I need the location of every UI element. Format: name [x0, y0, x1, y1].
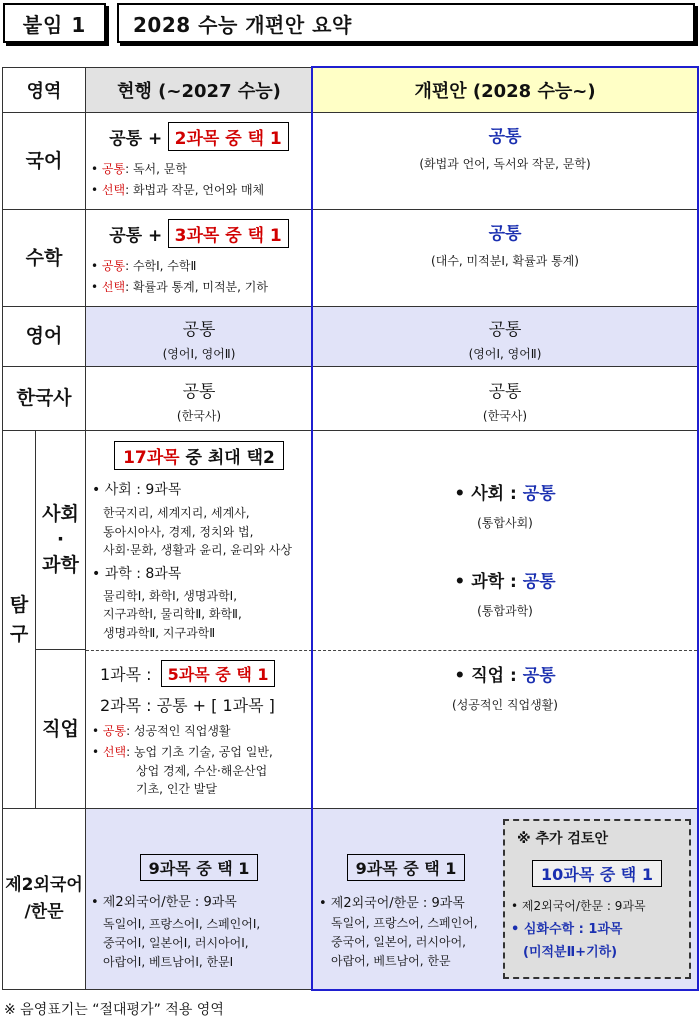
voc-line1-prefix: 1과목 : — [100, 665, 152, 684]
history-current-cell — [85, 366, 313, 431]
foreign-reform-line: 아랍어, 베트남어, 한문 — [331, 954, 451, 969]
inquiry-new-science-label: • 과학 : — [454, 572, 517, 592]
history-reform-cell — [312, 366, 698, 431]
korean-current-cell: 공통 + 2과목 중 택 1 • 공통: 독서, 문학 • 선택: 화법과 작문, 언어와 매체 — [85, 112, 313, 210]
english-reform-cell — [312, 306, 698, 367]
inquiry-current-cell: 17과목 중 최대 택2 • 사회 : 9과목 한국지리, 세계지리, 세계사, 동아시아사, 경제, 정치와 법, 사회·문화, 생활과 윤리, 윤리와 사상 • 과학 : 8과목 물리학Ⅰ, 화학Ⅰ, 생명과학Ⅰ, 지구과학Ⅰ, 물리학Ⅱ, 화학Ⅱ, 생명과학Ⅱ, 지구과학Ⅱ 1과목 : 5과목 중 택 1 2과목 : 공통 + [ 1과목 ] • 공통: 성공적인 직업생활 • 선택: 농업 기초 기술, 공업 일반, 상업 경제, 수산·해운산업 기초, 인간 발달 — [85, 430, 313, 809]
math-current-cell: 공통 + 3과목 중 택 1 • 공통: 수학Ⅰ, 수학Ⅱ • 선택: 확률과 통계, 미적분, 기하 — [85, 209, 313, 307]
english-current-title: 공통 — [182, 320, 216, 340]
math-current-prefix: 공통 + — [109, 226, 163, 246]
voc-select-line: 기초, 인간 발달 — [136, 782, 217, 797]
korean-reform-sub: (화법과 언어, 독서와 작문, 문학) — [419, 157, 591, 171]
math-reform-cell — [312, 209, 698, 307]
inquiry-new-voc-value: 공통 — [522, 666, 556, 686]
voc-common-label: 공통 — [102, 724, 127, 738]
history-current-title: 공통 — [182, 382, 216, 402]
korean-current-choice: 2과목 중 택 1 — [168, 122, 289, 151]
english-reform-title: 공통 — [488, 320, 522, 340]
column-header-area: 영역 — [2, 67, 86, 113]
math-select-text: : 확률과 통계, 미적분, 기하 — [125, 280, 268, 294]
inquiry-new-voc-sub: (성공적인 직업생활) — [452, 698, 558, 712]
foreign-reform-cell — [312, 808, 698, 990]
row-label-korean-history: 한국사 — [2, 366, 86, 431]
inquiry-social-line: 한국지리, 세계지리, 세계사, — [103, 506, 250, 520]
inquiry-science-head: • 과학 : 8과목 — [92, 565, 182, 582]
foreign-current-line: 독일어Ⅰ, 프랑스어Ⅰ, 스페인어Ⅰ, — [103, 917, 261, 931]
foreign-current-cell — [85, 808, 313, 990]
foreign-reform-line: 독일어, 프랑스어, 스페인어, — [331, 916, 478, 930]
voc-select-label: 선택 — [102, 745, 127, 759]
inquiry-reform-divider — [313, 650, 697, 651]
inquiry-new-social-sub: (통합사회) — [477, 516, 533, 530]
math-reform-title: 공통 — [488, 224, 522, 244]
foreign-current-line: 중국어Ⅰ, 일본어Ⅰ, 러시아어Ⅰ, — [103, 936, 249, 951]
korean-common-label: 공통 — [101, 162, 126, 176]
row-label-korean: 국어 — [2, 112, 86, 210]
inquiry-new-voc-label: • 직업 : — [454, 666, 517, 686]
history-reform-title: 공통 — [488, 382, 522, 402]
column-header-current: 현행 (~2027 수능) — [85, 67, 313, 113]
english-current-sub: (영어Ⅰ, 영어Ⅱ) — [162, 347, 236, 361]
extra-review-choice: 10과목 중 택 1 — [532, 860, 662, 887]
foreign-current-choice: 9과목 중 택 1 — [140, 854, 259, 881]
foreign-reform-choice: 9과목 중 택 1 — [347, 854, 466, 881]
inquiry-science-line: 지구과학Ⅰ, 물리학Ⅱ, 화학Ⅱ, — [103, 607, 242, 622]
math-common-label: 공통 — [101, 259, 126, 273]
socsci-label-dot: · — [56, 528, 65, 551]
inquiry-new-science-value: 공통 — [522, 572, 556, 592]
inquiry-new-science-sub: (통합과학) — [477, 604, 533, 618]
english-current-cell — [85, 306, 313, 367]
korean-reform-title: 공통 — [488, 127, 522, 147]
extra-review-title: ※ 추가 검토안 — [517, 831, 608, 847]
korean-current-prefix: 공통 + — [109, 129, 163, 149]
inquiry-science-line: 생명과학Ⅱ, 지구과학Ⅱ — [103, 625, 216, 640]
english-reform-sub: (영어Ⅰ, 영어Ⅱ) — [468, 347, 542, 361]
inquiry-science-line: 물리학Ⅰ, 화학Ⅰ, 생명과학Ⅰ, — [103, 588, 238, 603]
history-current-sub: (한국사) — [176, 409, 222, 423]
extra-review-math: • 심화수학 : 1과목 — [511, 922, 623, 937]
foreign-reform-line: 중국어, 일본어, 러시아어, — [331, 935, 466, 950]
inquiry-new-social-label: • 사회 : — [454, 484, 517, 504]
inquiry-label-bottom: 구 — [9, 622, 29, 645]
inquiry-social-line: 사회·문화, 생활과 윤리, 윤리와 사상 — [103, 543, 292, 558]
row-label-inquiry — [2, 430, 36, 809]
inquiry-choice-count: 17과목 — [123, 448, 180, 468]
foreign-reform-head: • 제2외국어/한문 : 9과목 — [319, 896, 465, 911]
inquiry-social-head: • 사회 : 9과목 — [92, 482, 182, 498]
korean-reform-cell — [312, 112, 698, 210]
socsci-label-social: 사회 — [42, 502, 79, 525]
extra-review-box — [503, 819, 691, 979]
page-title: 2028 수능 개편안 요약 — [117, 3, 695, 43]
inquiry-divider — [86, 650, 312, 651]
extra-review-head: • 제2외국어/한문 : 9과목 — [511, 899, 646, 913]
row-label-english: 영어 — [2, 306, 86, 367]
voc-select-line: : 농업 기초 기술, 공업 일반, — [126, 745, 273, 759]
foreign-current-line: 아랍어Ⅰ, 베트남어Ⅰ, 한문Ⅰ — [103, 955, 234, 970]
voc-select-line: 상업 경제, 수산·해운산업 — [136, 763, 268, 778]
extra-review-math-sub: (미적분Ⅱ+기하) — [523, 945, 618, 960]
inquiry-social-line: 동아시아사, 경제, 정치와 법, — [103, 524, 254, 539]
column-header-reform: 개편안 (2028 수능~) — [312, 67, 698, 113]
math-select-label: 선택 — [101, 280, 126, 294]
korean-select-label: 선택 — [101, 183, 126, 197]
inquiry-new-social-value: 공통 — [522, 484, 556, 504]
footnote: ※ 음영표기는 “절대평가” 적용 영역 — [4, 1002, 224, 1018]
foreign-label-line2: /한문 — [24, 902, 64, 922]
inquiry-label-top: 탐 — [9, 594, 29, 616]
voc-line1-choice: 5과목 중 택 1 — [161, 660, 276, 687]
voc-line2: 2과목 : 공통 + [ 1과목 ] — [100, 696, 275, 715]
row-label-vocational: 직업 — [35, 649, 86, 809]
row-label-math: 수학 — [2, 209, 86, 307]
foreign-current-head: • 제2외국어/한문 : 9과목 — [91, 895, 237, 910]
row-label-foreign — [2, 808, 86, 990]
math-reform-sub: (대수, 미적분Ⅰ, 확률과 통계) — [431, 254, 579, 268]
math-common-text: : 수학Ⅰ, 수학Ⅱ — [125, 259, 197, 273]
row-label-social-science — [35, 430, 86, 650]
math-current-choice: 3과목 중 택 1 — [168, 219, 289, 248]
korean-common-text: : 독서, 문학 — [125, 162, 187, 176]
voc-common-text: : 성공적인 직업생활 — [126, 724, 231, 738]
history-reform-sub: (한국사) — [482, 409, 528, 423]
inquiry-reform-cell — [312, 430, 698, 809]
attachment-tag: 붙임 1 — [3, 3, 106, 43]
korean-select-text: : 화법과 작문, 언어와 매체 — [125, 183, 265, 197]
inquiry-current-choice — [114, 441, 284, 470]
inquiry-choice-rest: 중 최대 택2 — [179, 448, 275, 468]
socsci-label-science: 과학 — [42, 553, 79, 576]
foreign-label-line1: 제2외국어 — [5, 874, 83, 895]
